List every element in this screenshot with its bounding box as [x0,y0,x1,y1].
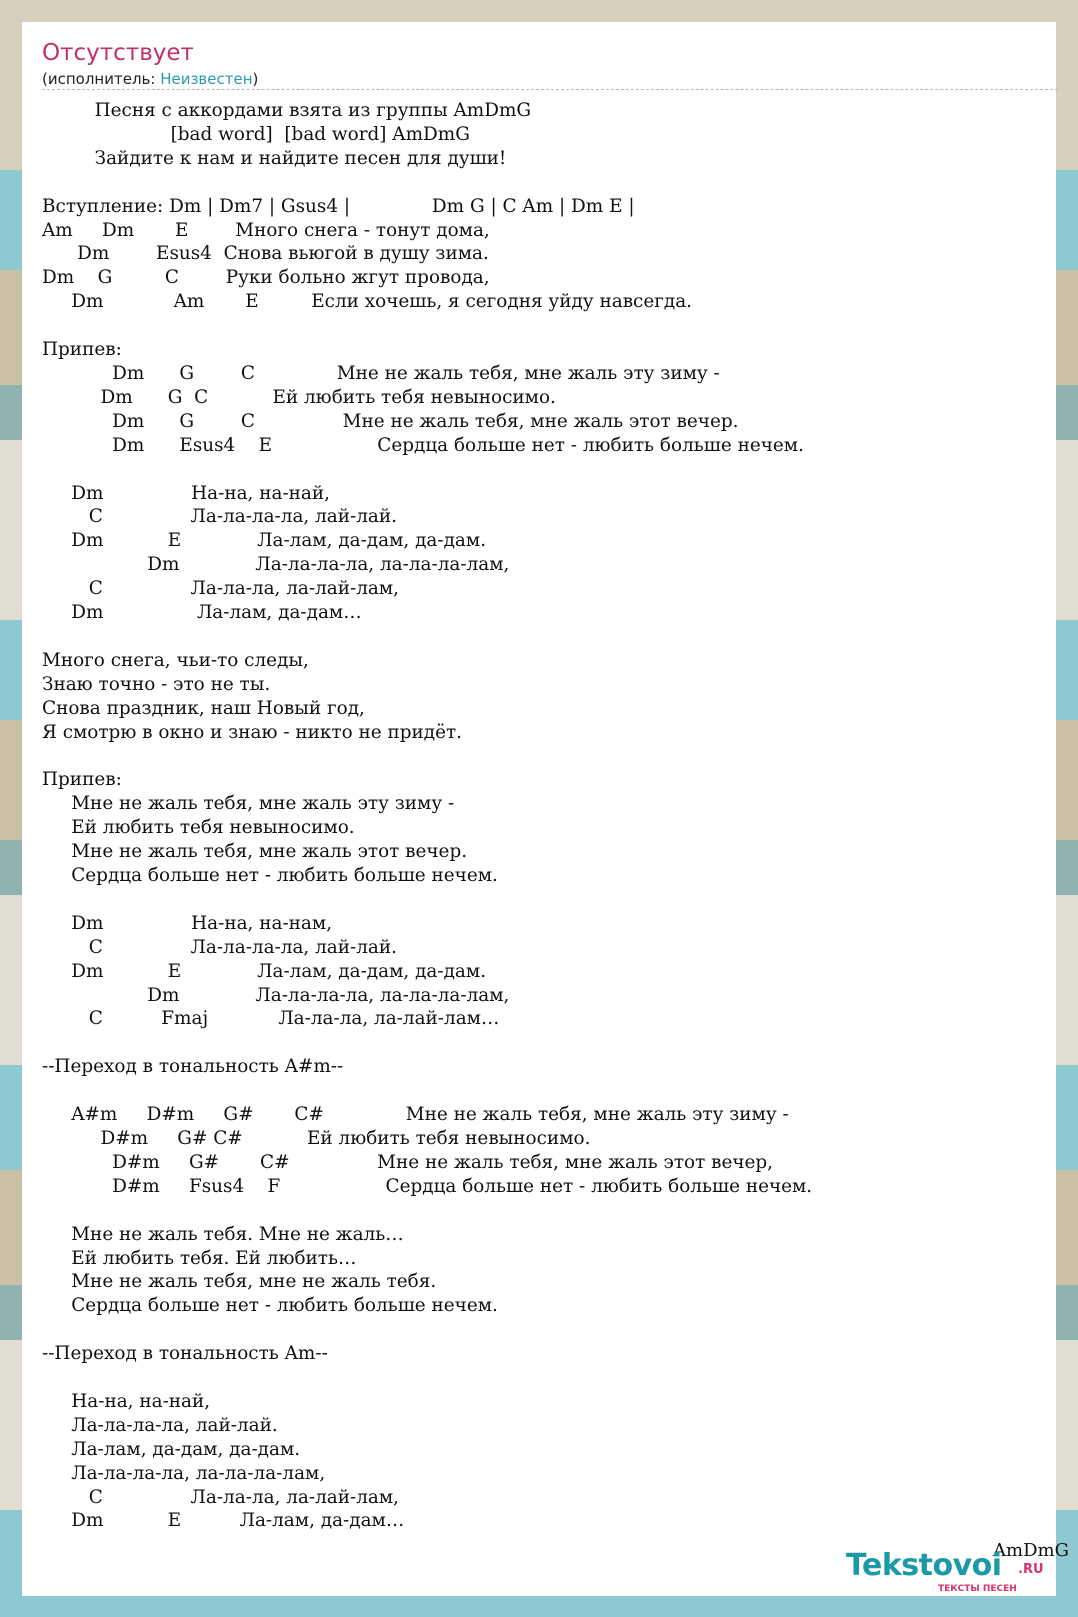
lyric-line: Зайдите к нам и найдите песен для души! [42,147,507,169]
lyric-line: --Переход в тональность A#m-- [42,1056,344,1078]
chords-group-signature: AmDmG [993,1540,1069,1561]
lyric-line: Dm E Ла-лам, да-дам, да-дам. [42,530,487,552]
lyric-line [42,1031,812,1055]
title-divider [42,89,1058,90]
lyric-line: Dm Ла-ла-ла-ла, ла-ла-ла-лам, [42,984,510,1006]
lyric-line: Ла-лам, да-дам, да-дам. [42,1438,301,1460]
lyric-line: C Ла-ла-ла-ла, лай-лай. [42,936,397,958]
lyric-line [42,625,812,649]
lyric-line: Припев: [42,769,122,791]
lyric-line: Dm G C Ей любить тебя невыносимо. [42,386,556,408]
lyrics-text [42,99,812,1533]
lyric-line: Сердца больше нет - любить больше нечем. [42,865,498,886]
lyric-line: Припев: [42,339,122,361]
lyric-line: Я смотрю в окно и знаю - никто не придёт. [42,721,462,743]
lyric-line: Dm Am E Если хочешь, я сегодня уйду навсегда. [42,291,693,313]
performer-line [42,70,258,88]
lyric-line: Dm G C Руки больно жгут провода, [42,267,490,289]
lyric-line: D#m Fsus4 F Сердца больше нет - любить больше нечем. [42,1175,813,1197]
lyric-line: Dm Esus4 Снова вьюгой в душу зима. [42,243,489,265]
lyric-line: Мне не жаль тебя. Мне не жаль… [42,1223,404,1245]
lyric-line: Ла-ла-ла-ла, лай-лай. [42,1414,278,1436]
lyric-line [42,458,812,482]
lyric-line: Dm На-на, на-нам, [42,912,333,934]
lyric-line [42,744,812,768]
lyric-line: Dm На-на, на-най, [42,482,330,504]
lyric-line: Мне не жаль тебя, мне не жаль тебя. [42,1271,437,1293]
performer-suffix: ) [252,70,259,88]
lyric-line: Ла-ла-ла-ла, ла-ла-ла-лам, [42,1462,326,1484]
lyric-line: A#m D#m G# C# Мне не жаль тебя, мне жаль эту зиму - [42,1104,789,1126]
lyric-line: Много снега, чьи-то следы, [42,649,309,671]
lyric-line: Сердца больше нет - любить больше нечем. [42,1295,498,1317]
performer-prefix: (исполнитель: [42,70,161,88]
logo-wordmark: Tekstovoi [846,1548,1002,1583]
lyric-line: Мне не жаль тебя, мне жаль эту зиму - [42,793,455,815]
lyric-line: Мне не жаль тебя, мне жаль этот вечер. [42,841,468,863]
lyric-line [42,1199,812,1223]
lyric-line: Dm Esus4 E Сердца больше нет - любить больше нечем. [42,434,804,456]
lyrics-page [22,22,1056,1596]
lyric-line [42,314,812,338]
logo-subtitle: ТЕКСТЫ ПЕСЕН [938,1584,1017,1594]
lyric-line: C Fmaj Ла-ла-ла, ла-лай-лам… [42,1008,500,1030]
performer-link[interactable]: Неизвестен [160,70,253,88]
lyric-line: C Ла-ла-ла-ла, лай-лай. [42,506,397,528]
lyric-line: Dm E Ла-лам, да-дам… [42,1510,405,1532]
lyric-line: Песня с аккордами взята из группы AmDmG [42,100,532,121]
lyric-line [42,1318,812,1342]
lyric-line [42,171,812,195]
song-title: Отсутствует [42,40,194,66]
lyric-line: Снова праздник, наш Новый год, [42,697,365,719]
lyric-line [42,888,812,912]
lyric-line: C Ла-ла-ла, ла-лай-лам, [42,1486,400,1508]
lyric-line: D#m G# C# Ей любить тебя невыносимо. [42,1127,591,1149]
site-logo[interactable] [846,1548,1056,1596]
lyric-line: [bad word] [bad word] AmDmG [42,123,470,145]
lyric-line: Dm Ла-ла-ла-ла, ла-ла-ла-лам, [42,554,510,576]
lyric-line: C Ла-ла-ла, ла-лай-лам, [42,578,400,600]
lyric-line: Am Dm E Много снега - тонут дома, [42,219,490,241]
lyric-line: На-на, на-най, [42,1390,211,1412]
lyric-line: Ей любить тебя. Ей любить… [42,1247,357,1269]
lyric-line: Знаю точно - это не ты. [42,673,271,695]
lyric-line [42,1366,812,1390]
lyric-line: Dm G C Мне не жаль тебя, мне жаль эту зиму - [42,362,720,384]
lyric-line: Dm G C Мне не жаль тебя, мне жаль этот вечер. [42,410,739,432]
lyric-line: D#m G# C# Мне не жаль тебя, мне жаль этот вечер, [42,1151,773,1173]
lyric-line: Dm Ла-лам, да-дам… [42,602,362,624]
lyric-line [42,1079,812,1103]
lyric-line: Вступление: Dm | Dm7 | Gsus4 | Dm G | C Am | Dm E | [42,195,635,217]
lyric-line: Ей любить тебя невыносимо. [42,817,355,839]
lyric-line: Dm E Ла-лам, да-дам, да-дам. [42,960,487,982]
lyric-line: --Переход в тональность Am-- [42,1343,328,1365]
logo-domain: .RU [1018,1562,1044,1577]
